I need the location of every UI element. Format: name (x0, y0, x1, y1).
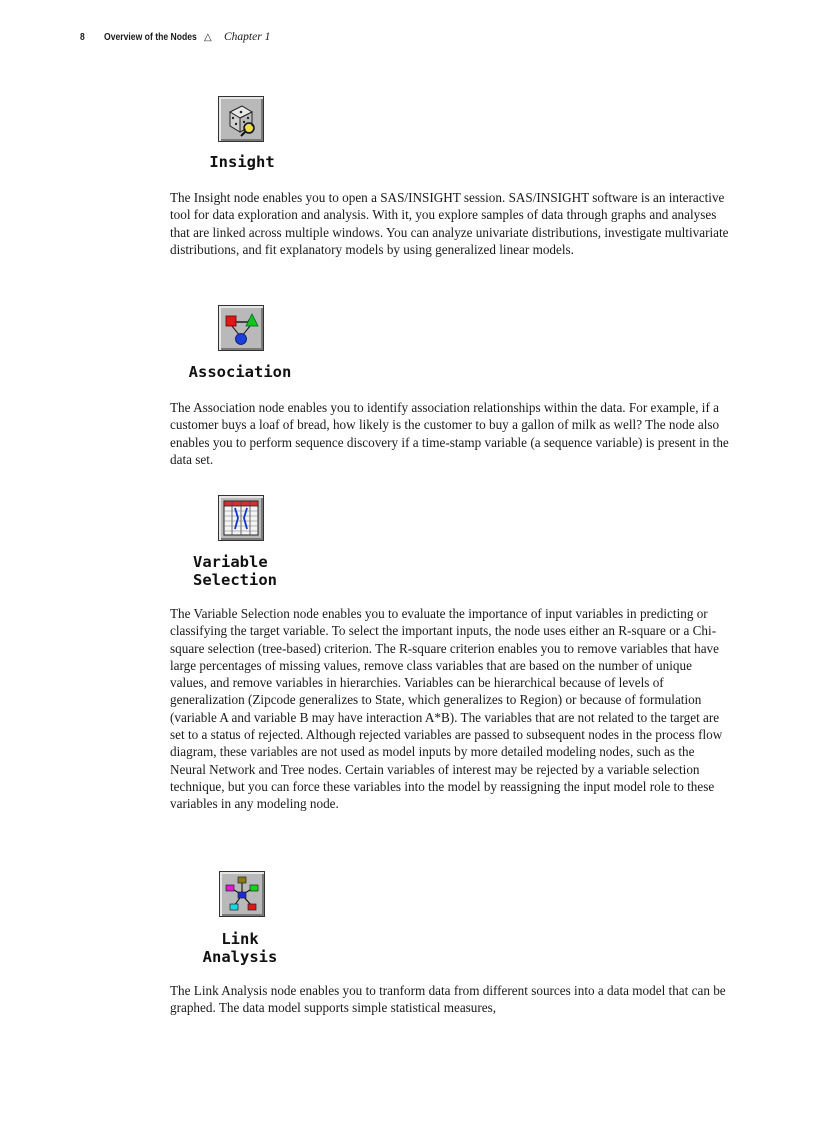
variable-selection-table-icon (218, 495, 264, 541)
link-analysis-graph-icon (219, 871, 265, 917)
triangle-separator-icon: △ (204, 32, 212, 43)
running-header (80, 31, 270, 47)
association-shapes-icon (218, 305, 264, 351)
association-node-label: Association (188, 363, 292, 381)
page-number: 8 (80, 31, 85, 43)
insight-node-label: Insight (209, 153, 275, 171)
section-title: Overview of the Nodes (104, 31, 197, 43)
association-description: The Association node enables you to identify association relationships within the data. For example, if a customer buys a loaf of bread, how likely is the customer to buy a gallon of milk as well? The node also enables you to perform sequence discovery if a time-stamp variable (a sequence variable) is present in the data set. (170, 400, 729, 467)
variable-selection-node-label: Variable Selection (193, 553, 277, 589)
variable-selection-description: The Variable Selection node enables you to evaluate the importance of input variables in predicting or classifying the target variable. To select the important inputs, the node uses either an R-square or a Chi-square selection (tree-based) criterion. The R-square criterion enables you to remove variables that have large percentages of missing values, remove class variables that are based on the number of unique values, and remove variables in hierarchies. Variables can be hierarchical because of levels of generalization (Zipcode generalizes to State, which generalizes to Region) or because of formulation (variable A and variable B may have interaction A*B). The variables that are not related to the target are set to a status of rejected. Although rejected variables are passed to subsequent nodes in the process flow diagram, these variables are not used as model inputs by more detailed modeling nodes, such as the Neural Network and Tree nodes. Certain variables of interest may be rejected by a variable selection technique, but you can force these variables into the model by reassigning the input model role to these variables in any modeling node. (170, 606, 723, 812)
insight-dice-icon (218, 96, 264, 142)
insight-description: The Insight node enables you to open a SAS/INSIGHT session. SAS/INSIGHT software is an interactive tool for data exploration and analysis. With it, you explore samples of data through graphs and analyses that are linked across multiple windows. You can analyze univariate distributions, investigate multivariate distributions, and fit explanatory models by using generalized linear models. (170, 190, 729, 257)
chapter-label: Chapter 1 (224, 31, 271, 43)
link-analysis-description: The Link Analysis node enables you to tranform data from different sources into a data model that can be graphed. The data model supports simple statistical measures, (170, 983, 726, 1016)
link-analysis-node-label: Link Analysis (202, 930, 278, 966)
